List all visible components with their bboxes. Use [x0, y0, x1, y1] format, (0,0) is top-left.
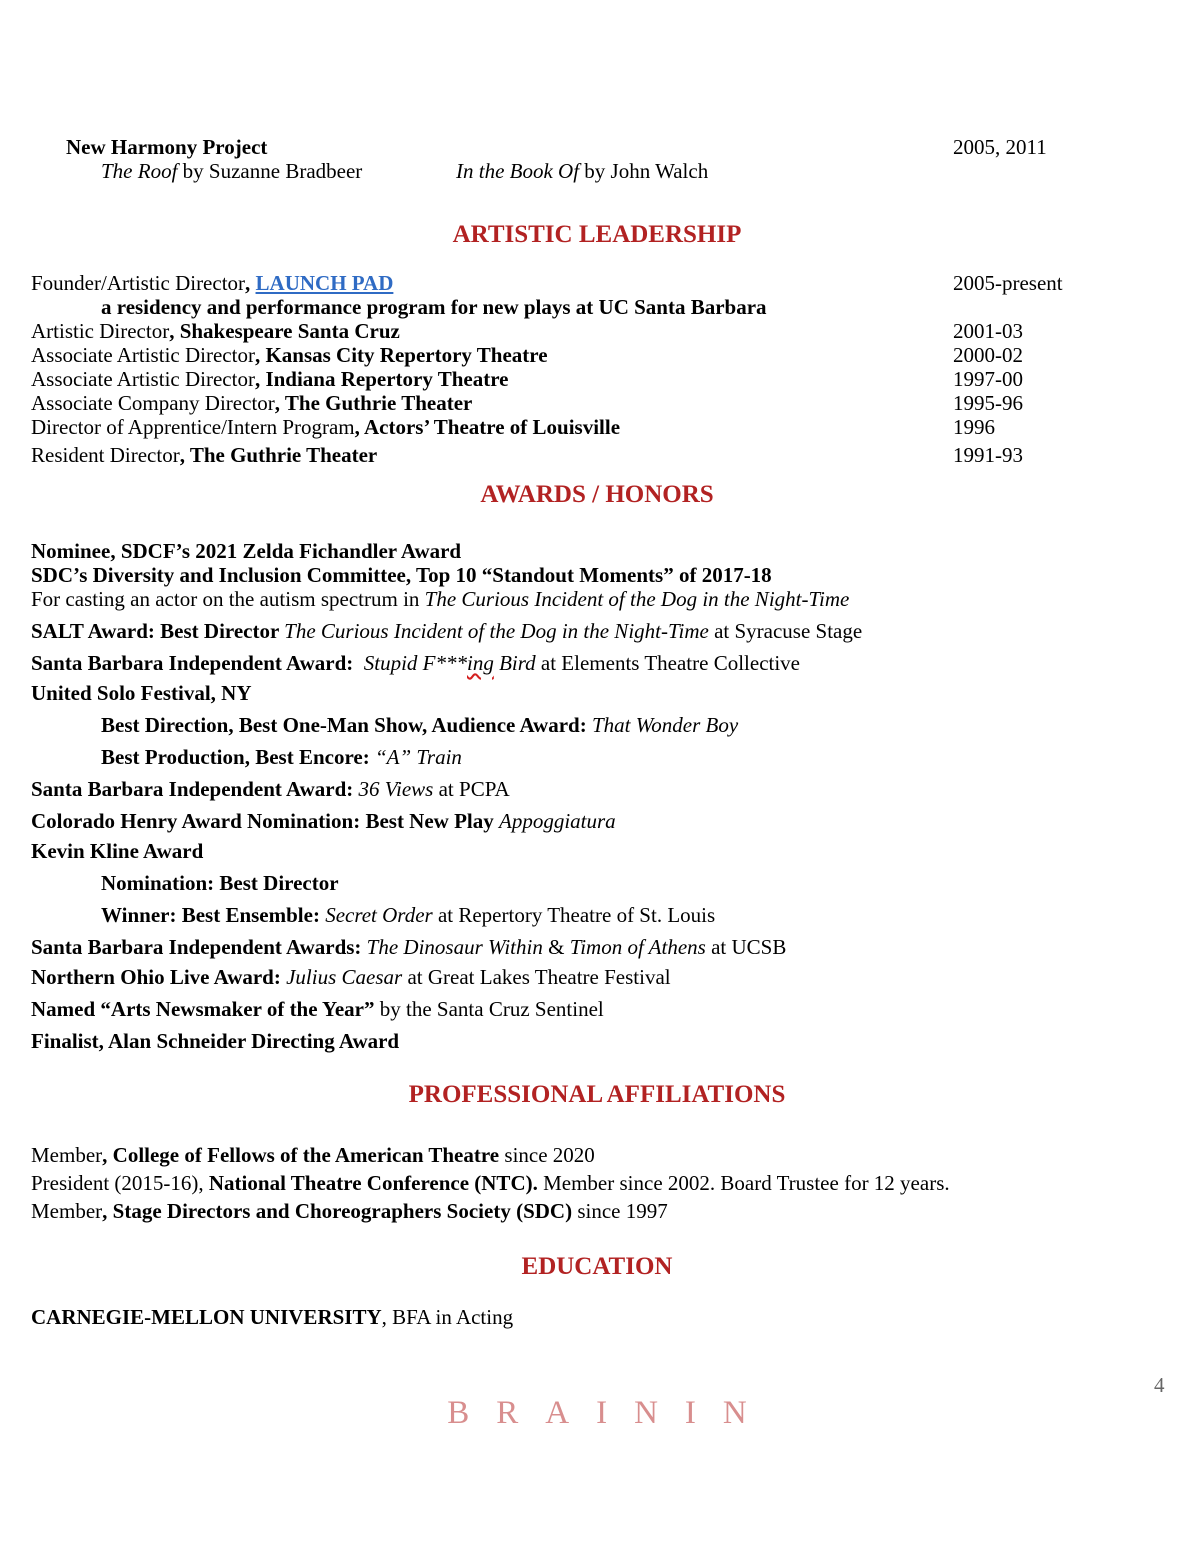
award-kline-winner — [101, 905, 715, 926]
award-sb-independent-3 — [31, 937, 786, 958]
award-label: Santa Barbara Independent Award: — [31, 651, 364, 675]
organization: , Actors’ Theatre of Louisville — [354, 415, 621, 439]
award-united-solo: United Solo Festival, NY — [31, 681, 252, 705]
role: Director of Apprentice/Intern Program — [31, 415, 355, 439]
education-entry — [31, 1307, 513, 1328]
award-casting-note — [31, 589, 849, 610]
organization: , Indiana Repertory Theatre — [254, 367, 509, 391]
award-usf-line-2 — [101, 747, 462, 768]
play-title: Secret Order — [325, 903, 433, 927]
award-sb-independent-2 — [31, 779, 510, 800]
school-name: CARNEGIE-MELLON UNIVERSITY — [31, 1305, 382, 1329]
leadership-entry — [31, 345, 548, 366]
organization: , The Guthrie Theater — [274, 391, 473, 415]
award-label: Best Direction, Best One-Man Show, Audience Award: — [101, 713, 592, 737]
play-title-part: Stupid F*** — [363, 651, 467, 675]
organization: , The Guthrie Theater — [179, 443, 378, 467]
new-harmony-years: 2005, 2011 — [953, 135, 1047, 159]
role: Founder/Artistic Director — [31, 271, 246, 295]
play-title-part: ing — [467, 651, 494, 675]
award-label: SALT Award: Best Director — [31, 619, 285, 643]
play-title: 36 Views — [358, 777, 434, 801]
ampersand: & — [542, 935, 570, 959]
new-harmony-play-2 — [456, 161, 708, 182]
leadership-years: 2000-02 — [953, 343, 1023, 367]
award-nominee: Nominee, SDCF’s 2021 Zelda Fichandler Award — [31, 539, 462, 563]
award-sb-independent-1 — [31, 653, 800, 674]
play-title-part: Bird — [493, 651, 536, 675]
new-harmony-play-1 — [101, 161, 362, 182]
role: Associate Artistic Director — [31, 343, 255, 367]
affiliation-line — [31, 1201, 668, 1222]
affiliation-role: President (2015-16), — [31, 1171, 209, 1195]
heading-professional-affiliations: PROFESSIONAL AFFILIATIONS — [408, 1081, 786, 1108]
organization: , Kansas City Repertory Theatre — [254, 343, 548, 367]
play-title: The Dinosaur Within — [366, 935, 543, 959]
award-text: For casting an actor on the autism spectrum in — [31, 587, 425, 611]
award-label: Best Production, Best Encore: — [101, 745, 375, 769]
heading-awards-honors: AWARDS / HONORS — [480, 481, 714, 508]
play-title: Julius Caesar — [286, 965, 403, 989]
separator: , — [245, 271, 256, 295]
role: Associate Artistic Director — [31, 367, 255, 391]
award-label: Colorado Henry Award Nomination: Best New Play — [31, 809, 499, 833]
award-venue: at Great Lakes Theatre Festival — [402, 965, 671, 989]
play-author: by John Walch — [579, 159, 709, 183]
leadership-years: 1996 — [953, 415, 995, 439]
heading-artistic-leadership: ARTISTIC LEADERSHIP — [452, 221, 742, 248]
leadership-years: 1997-00 — [953, 367, 1023, 391]
affiliation-org: , College of Fellows of the American Theatre — [102, 1143, 500, 1167]
leadership-entry — [31, 321, 400, 342]
play-title: The Curious Incident of the Dog in the Night-Time — [284, 619, 709, 643]
award-venue: at Repertory Theatre of St. Louis — [432, 903, 716, 927]
affiliation-role: Member — [31, 1199, 103, 1223]
launch-pad-link[interactable]: LAUNCH PAD — [255, 271, 394, 295]
affiliation-detail: Member since 2002. Board Trustee for 12 years. — [537, 1171, 950, 1195]
award-northern-ohio — [31, 967, 671, 988]
affiliation-line — [31, 1173, 950, 1194]
degree: , BFA in Acting — [381, 1305, 514, 1329]
leadership-entry — [31, 417, 620, 438]
footer-name: BRAININ — [447, 1395, 774, 1431]
role: Resident Director — [31, 443, 180, 467]
affiliation-line — [31, 1145, 595, 1166]
leadership-entry — [31, 445, 377, 466]
leadership-entry — [31, 393, 472, 414]
play-title: Timon of Athens — [569, 935, 706, 959]
award-finalist: Finalist, Alan Schneider Directing Award — [31, 1029, 400, 1053]
leadership-years: 2005-present — [953, 271, 1063, 295]
award-label: Northern Ohio Live Award: — [31, 965, 287, 989]
award-kevin-kline: Kevin Kline Award — [31, 839, 204, 863]
leadership-entry — [31, 369, 509, 390]
leadership-years: 1995-96 — [953, 391, 1023, 415]
page-number: 4 — [1154, 1373, 1165, 1397]
award-venue: at Syracuse Stage — [708, 619, 863, 643]
leadership-years: 1991-93 — [953, 443, 1023, 467]
leadership-entry — [31, 273, 393, 294]
play-title: In the Book Of — [456, 159, 580, 183]
affiliation-org: , Stage Directors and Choreographers Society (SDC) — [102, 1199, 573, 1223]
award-text: by the Santa Cruz Sentinel — [374, 997, 604, 1021]
role: Associate Company Director — [31, 391, 275, 415]
role: Artistic Director — [31, 319, 170, 343]
play-title: Appoggiatura — [499, 809, 616, 833]
new-harmony-title: New Harmony Project — [66, 135, 268, 159]
affiliation-role: Member — [31, 1143, 103, 1167]
award-kline-nomination: Nomination: Best Director — [101, 871, 339, 895]
award-label: Winner: Best Ensemble: — [101, 903, 326, 927]
award-label: Named “Arts Newsmaker of the Year” — [31, 997, 375, 1021]
award-label: Santa Barbara Independent Award: — [31, 777, 359, 801]
award-venue: at UCSB — [705, 935, 787, 959]
play-title: The Curious Incident of the Dog in the Night-Time — [424, 587, 850, 611]
play-title: That Wonder Boy — [591, 713, 739, 737]
play-author: by Suzanne Bradbeer — [177, 159, 363, 183]
leadership-years: 2001-03 — [953, 319, 1023, 343]
affiliation-detail: since 2020 — [499, 1143, 595, 1167]
award-salt — [31, 621, 862, 642]
award-arts-newsmaker — [31, 999, 604, 1020]
award-colorado-henry — [31, 811, 616, 832]
launch-pad-description: a residency and performance program for new plays at UC Santa Barbara — [101, 295, 767, 319]
play-title: “A” Train — [374, 745, 462, 769]
organization: , Shakespeare Santa Cruz — [169, 319, 400, 343]
award-label: Santa Barbara Independent Awards: — [31, 935, 367, 959]
play-title: The Roof — [101, 159, 178, 183]
award-venue: at Elements Theatre Collective — [535, 651, 801, 675]
affiliation-detail: since 1997 — [572, 1199, 668, 1223]
award-venue: at PCPA — [433, 777, 510, 801]
affiliation-org: National Theatre Conference (NTC). — [208, 1171, 538, 1195]
award-sdc-top10: SDC’s Diversity and Inclusion Committee, Top 10 “Standout Moments” of 2017-18 — [31, 563, 772, 587]
award-usf-line-1 — [101, 715, 738, 736]
heading-education: EDUCATION — [521, 1253, 673, 1280]
